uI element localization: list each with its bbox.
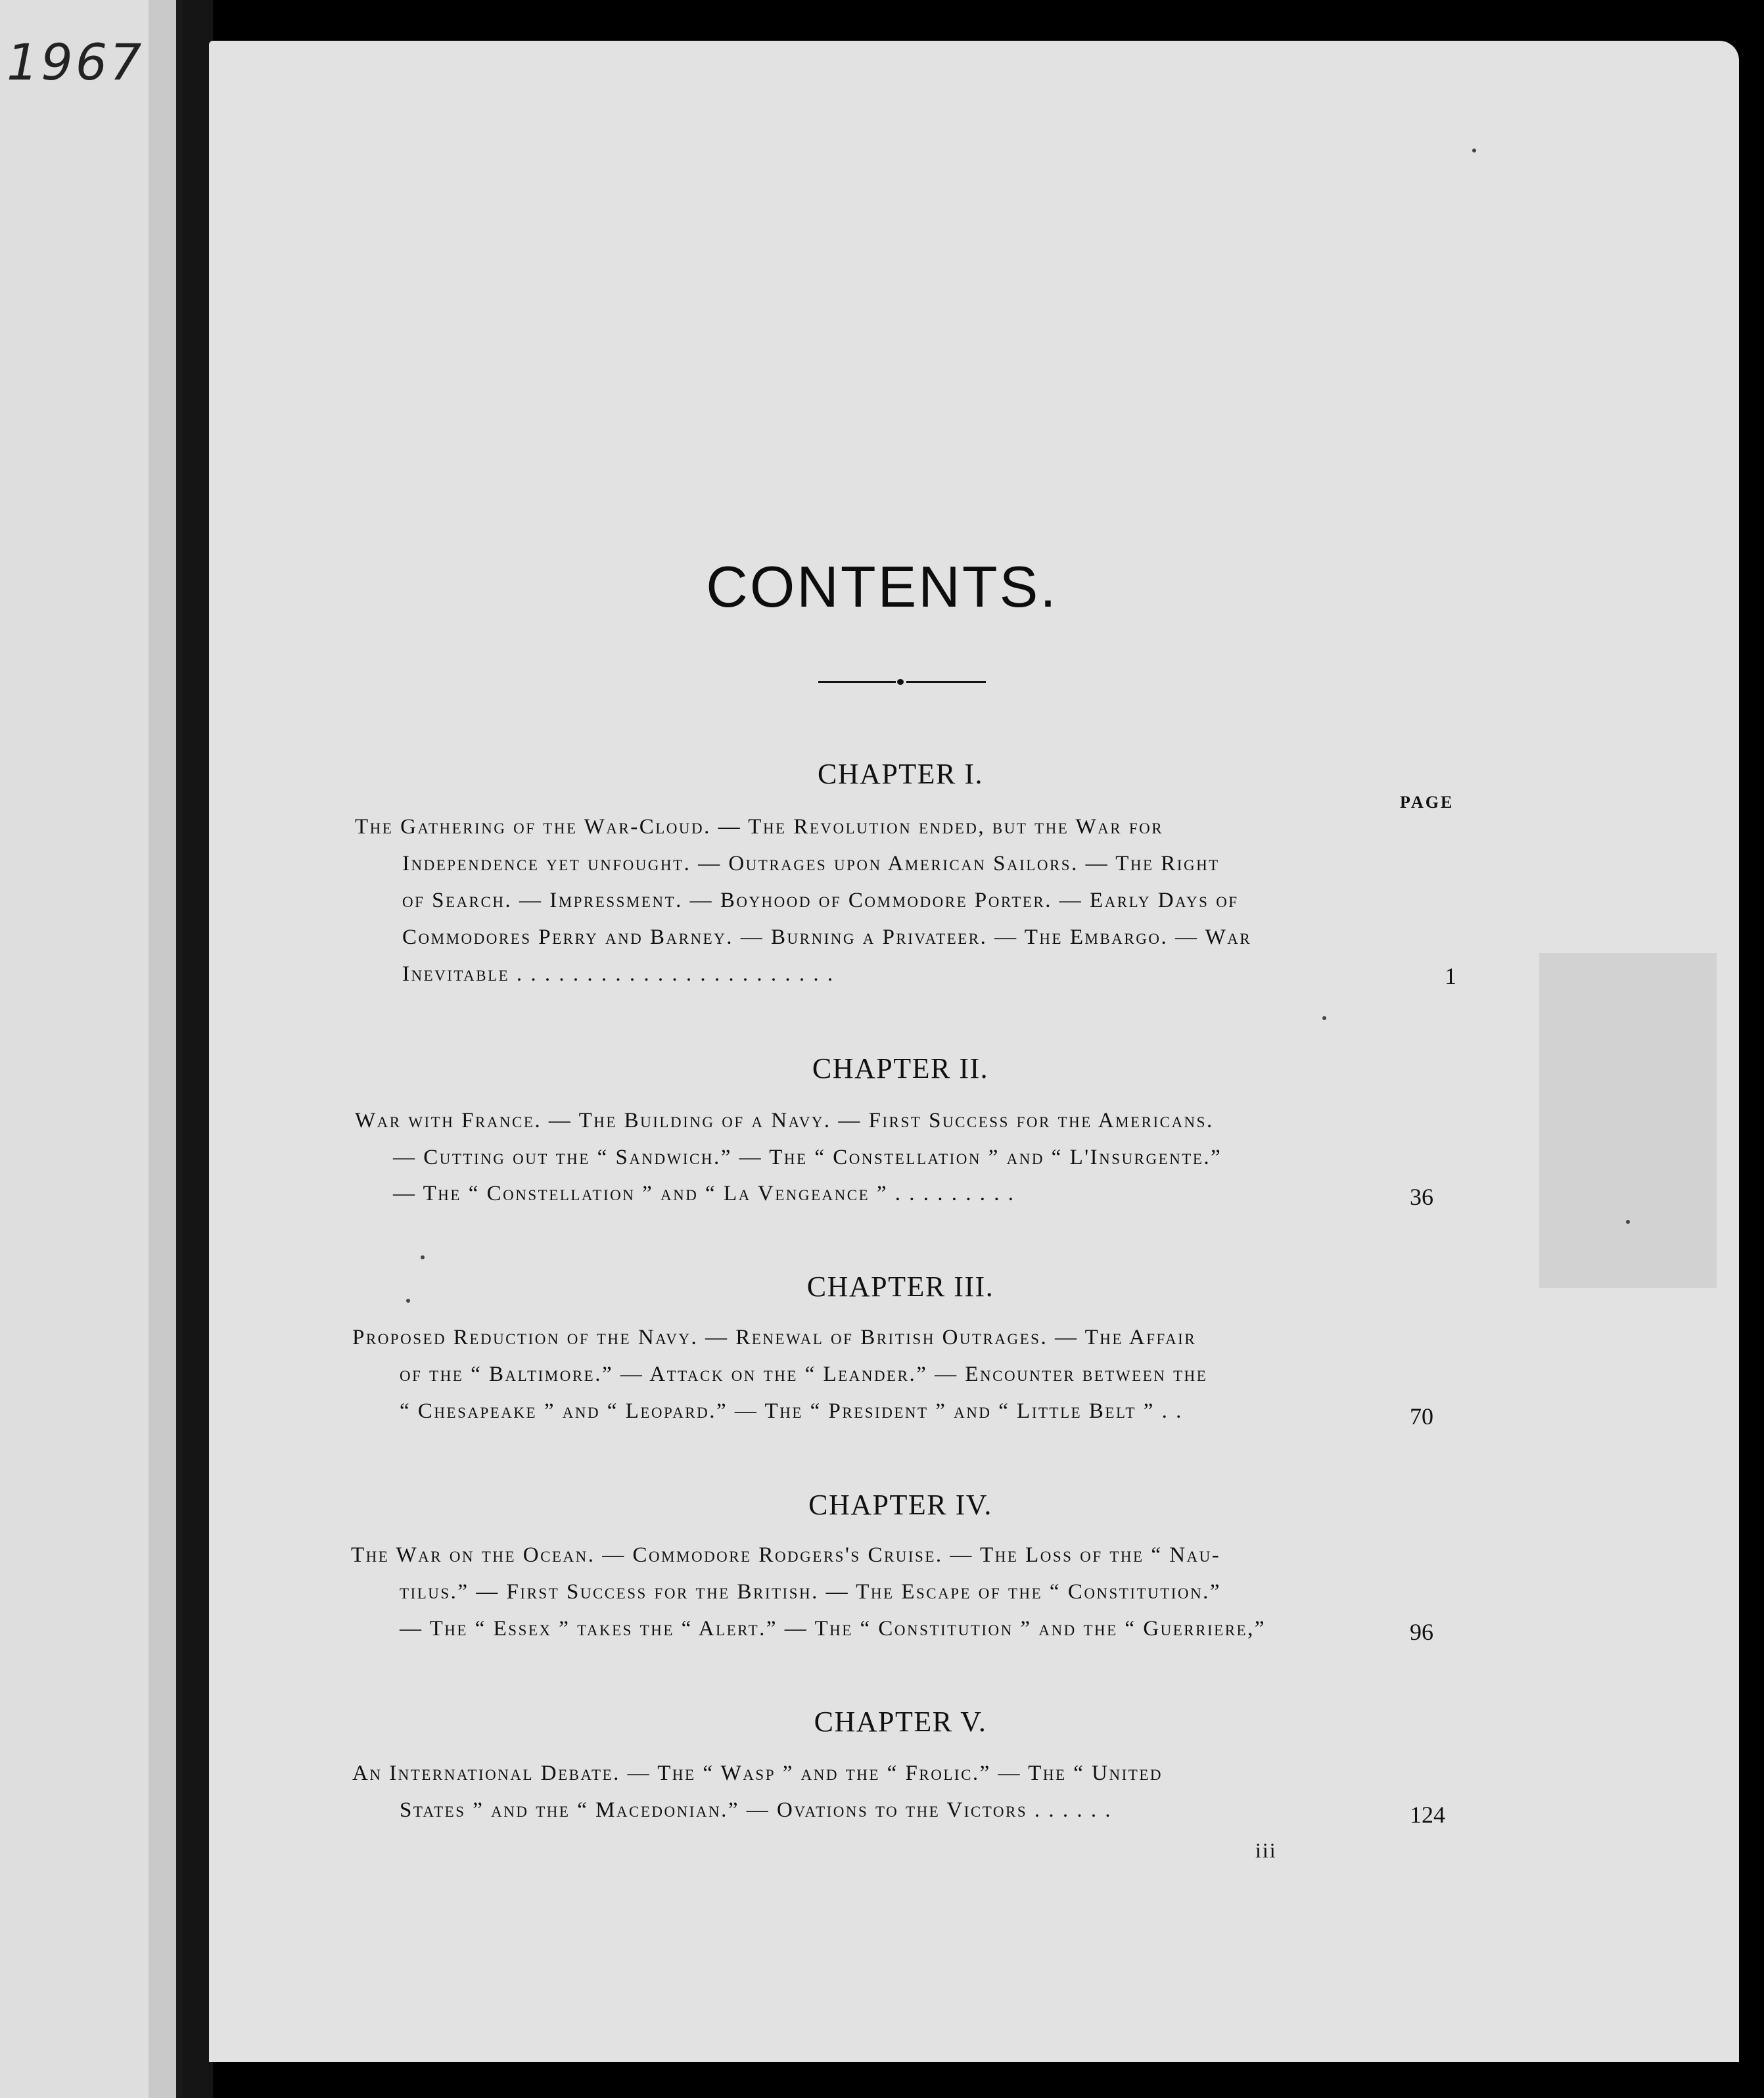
contents-line: of the “ Baltimore.” — Attack on the “ Leander.” — Encounter between the [400, 1363, 1208, 1386]
handwritten-margin-note: 1967 [7, 33, 145, 91]
page-number: 124 [1410, 1802, 1445, 1828]
contents-line: Independence yet unfought. — Outrages upon American Sailors. — The Right [402, 852, 1220, 875]
contents-line: The Gathering of the War-Cloud. — The Revolution ended, but the War for [355, 815, 1164, 839]
contents-line: War with France. — The Building of a Navy. — First Success for the Americans. [355, 1109, 1214, 1132]
page-column-label: PAGE [1400, 793, 1454, 812]
contents-line: tilus.” — First Success for the British. — The Escape of the “ Constitution.” [400, 1580, 1222, 1604]
chapter-heading: CHAPTER I. [817, 758, 984, 790]
folio-number: iii [1255, 1838, 1277, 1862]
paper-repair-patch [1539, 953, 1717, 1288]
chapter-heading: CHAPTER III. [806, 1270, 994, 1303]
paper-speck [421, 1255, 425, 1259]
paper-speck [1322, 1016, 1326, 1020]
chapter-heading: CHAPTER V. [814, 1706, 987, 1738]
contents-line: Commodores Perry and Barney. — Burning a Privateer. — The Embargo. — War [402, 925, 1252, 949]
contents-line: Inevitable . . . . . . . . . . . . . . . . . . . . . . . [402, 962, 835, 986]
title-ornament [818, 679, 986, 684]
chapter-heading: CHAPTER IV. [808, 1489, 992, 1521]
page-title: CONTENTS. [706, 554, 1058, 619]
contents-line: — The “ Constellation ” and “ La Vengeance ” . . . . . . . . . [393, 1182, 1015, 1205]
page-number: 96 [1410, 1619, 1433, 1645]
contents-line: “ Chesapeake ” and “ Leopard.” — The “ President ” and “ Little Belt ” . . [400, 1399, 1183, 1423]
facing-page-edge [149, 0, 176, 2098]
contents-line: — The “ Essex ” takes the “ Alert.” — The “ Constitution ” and the “ Guerriere,” [400, 1617, 1266, 1641]
contents-line: of Search. — Impressment. — Boyhood of Commodore Porter. — Early Days of [402, 889, 1239, 912]
paper-speck [1472, 149, 1476, 152]
chapter-heading: CHAPTER II. [812, 1052, 989, 1084]
paper-speck [1626, 1220, 1630, 1224]
page-number: 36 [1410, 1184, 1433, 1210]
contents-line: The War on the Ocean. — Commodore Rodgers's Cruise. — The Loss of the “ Nau- [351, 1543, 1221, 1567]
page-number: 70 [1410, 1403, 1433, 1430]
contents-line: An International Debate. — The “ Wasp ” and the “ Frolic.” — The “ United [352, 1761, 1163, 1785]
contents-line: States ” and the “ Macedonian.” — Ovations to the Victors . . . . . . [400, 1798, 1113, 1822]
contents-line: — Cutting out the “ Sandwich.” — The “ Constellation ” and “ L'Insurgente.” [393, 1146, 1222, 1169]
facing-page [0, 0, 183, 2098]
contents-line: Proposed Reduction of the Navy. — Renewal of British Outrages. — The Affair [352, 1326, 1197, 1349]
page-number: 1 [1445, 963, 1456, 989]
paper-speck [406, 1299, 410, 1303]
